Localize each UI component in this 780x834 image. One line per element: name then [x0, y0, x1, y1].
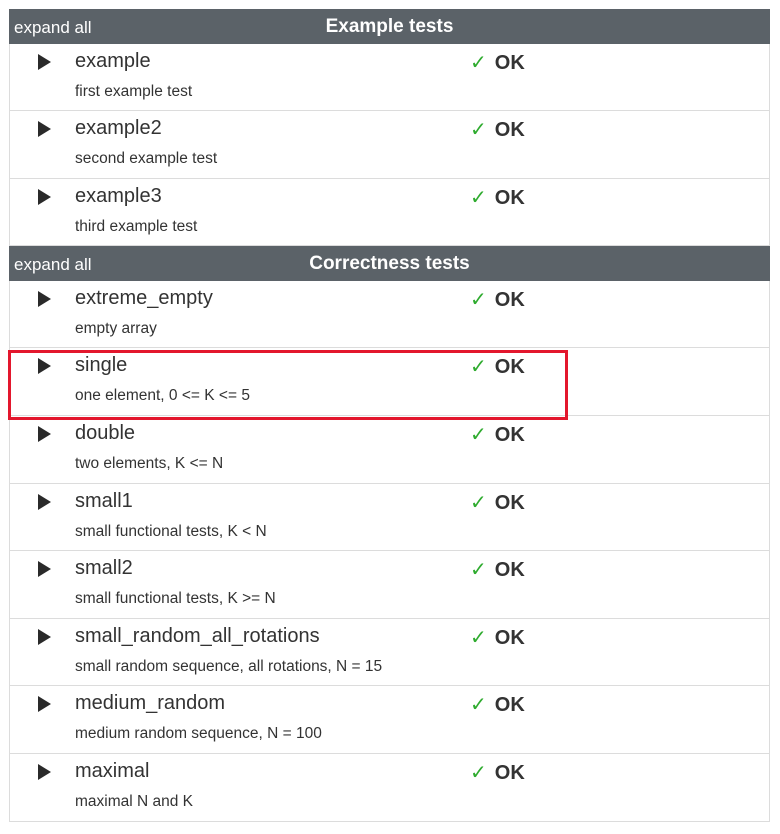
- test-status: [470, 287, 525, 312]
- test-description: maximal N and K: [75, 793, 194, 811]
- status-text: OK: [494, 186, 525, 209]
- status-text: OK: [494, 288, 525, 311]
- correctness-tests-group: [9, 246, 770, 822]
- check-icon: ✓: [470, 491, 487, 514]
- test-results-table: [9, 9, 770, 822]
- expand-triangle-icon[interactable]: [38, 291, 51, 307]
- status-text: OK: [494, 559, 525, 582]
- status-text: OK: [494, 626, 525, 649]
- group-title: Example tests: [325, 16, 454, 37]
- test-status: [470, 185, 525, 210]
- expand-triangle-icon[interactable]: [38, 561, 51, 577]
- test-description: third example test: [75, 217, 198, 235]
- test-name: single: [75, 354, 128, 377]
- test-name: example3: [75, 184, 162, 207]
- check-icon: ✓: [470, 288, 487, 311]
- status-text: OK: [494, 762, 525, 785]
- expand-all-link[interactable]: expand all: [14, 18, 92, 37]
- check-icon: ✓: [470, 186, 487, 209]
- test-status: [470, 422, 525, 447]
- test-status: [470, 625, 525, 650]
- expand-triangle-icon[interactable]: [38, 494, 51, 510]
- check-icon: ✓: [470, 52, 487, 74]
- test-name: double: [75, 422, 136, 445]
- test-status: [470, 117, 525, 142]
- test-status: [470, 354, 525, 379]
- test-name: maximal: [75, 760, 150, 783]
- check-icon: ✓: [470, 119, 487, 142]
- test-row-example3[interactable]: [9, 179, 770, 246]
- test-description: empty array: [75, 319, 157, 337]
- test-status: [470, 490, 525, 515]
- test-row-small1[interactable]: [9, 484, 770, 552]
- test-row-example2[interactable]: [9, 111, 770, 178]
- test-name: example2: [75, 117, 162, 140]
- expand-triangle-icon[interactable]: [38, 696, 51, 712]
- check-icon: ✓: [470, 626, 487, 649]
- test-description: second example test: [75, 150, 218, 168]
- test-row-small-random-all-rotations[interactable]: [9, 619, 770, 687]
- test-row-example[interactable]: [9, 44, 770, 111]
- expand-triangle-icon[interactable]: [38, 121, 51, 137]
- expand-triangle-icon[interactable]: [38, 426, 51, 442]
- status-text: OK: [494, 52, 525, 74]
- test-row-small2[interactable]: [9, 551, 770, 619]
- test-description: first example test: [75, 83, 193, 100]
- example-tests-group: [9, 9, 770, 246]
- group-header: [9, 246, 770, 281]
- test-name: small2: [75, 557, 133, 580]
- test-status: [470, 557, 525, 582]
- status-text: OK: [494, 491, 525, 514]
- test-description: two elements, K <= N: [75, 455, 224, 473]
- test-name: medium_random: [75, 692, 226, 715]
- test-name: example: [75, 50, 151, 72]
- status-text: OK: [494, 694, 525, 717]
- test-status: [470, 692, 525, 717]
- status-text: OK: [494, 119, 525, 142]
- status-text: OK: [494, 424, 525, 447]
- group-title: Correctness tests: [309, 252, 470, 274]
- status-text: OK: [494, 356, 525, 379]
- test-description: small random sequence, all rotations, N = 15: [75, 657, 383, 675]
- group-header: [9, 9, 770, 44]
- check-icon: ✓: [470, 762, 487, 785]
- test-row-double[interactable]: [9, 416, 770, 484]
- expand-triangle-icon[interactable]: [38, 54, 51, 70]
- expand-triangle-icon[interactable]: [38, 189, 51, 205]
- test-row-maximal[interactable]: [9, 754, 770, 822]
- test-name: extreme_empty: [75, 286, 213, 309]
- test-description: small functional tests, K < N: [75, 522, 267, 540]
- test-status: [470, 50, 525, 75]
- expand-triangle-icon[interactable]: [38, 358, 51, 374]
- check-icon: ✓: [470, 559, 487, 582]
- test-name: small_random_all_rotations: [75, 624, 320, 647]
- test-row-extreme-empty[interactable]: [9, 281, 770, 349]
- check-icon: ✓: [470, 356, 487, 379]
- test-description: one element, 0 <= K <= 5: [75, 387, 250, 405]
- check-icon: ✓: [470, 694, 487, 717]
- test-row-single[interactable]: [9, 348, 770, 416]
- test-description: small functional tests, K >= N: [75, 590, 276, 608]
- expand-triangle-icon[interactable]: [38, 629, 51, 645]
- check-icon: ✓: [470, 424, 487, 447]
- test-description: medium random sequence, N = 100: [75, 725, 322, 743]
- expand-all-link[interactable]: expand all: [14, 254, 92, 274]
- expand-triangle-icon[interactable]: [38, 764, 51, 780]
- test-row-medium-random[interactable]: [9, 686, 770, 754]
- test-name: small1: [75, 489, 133, 512]
- test-status: [470, 760, 525, 785]
